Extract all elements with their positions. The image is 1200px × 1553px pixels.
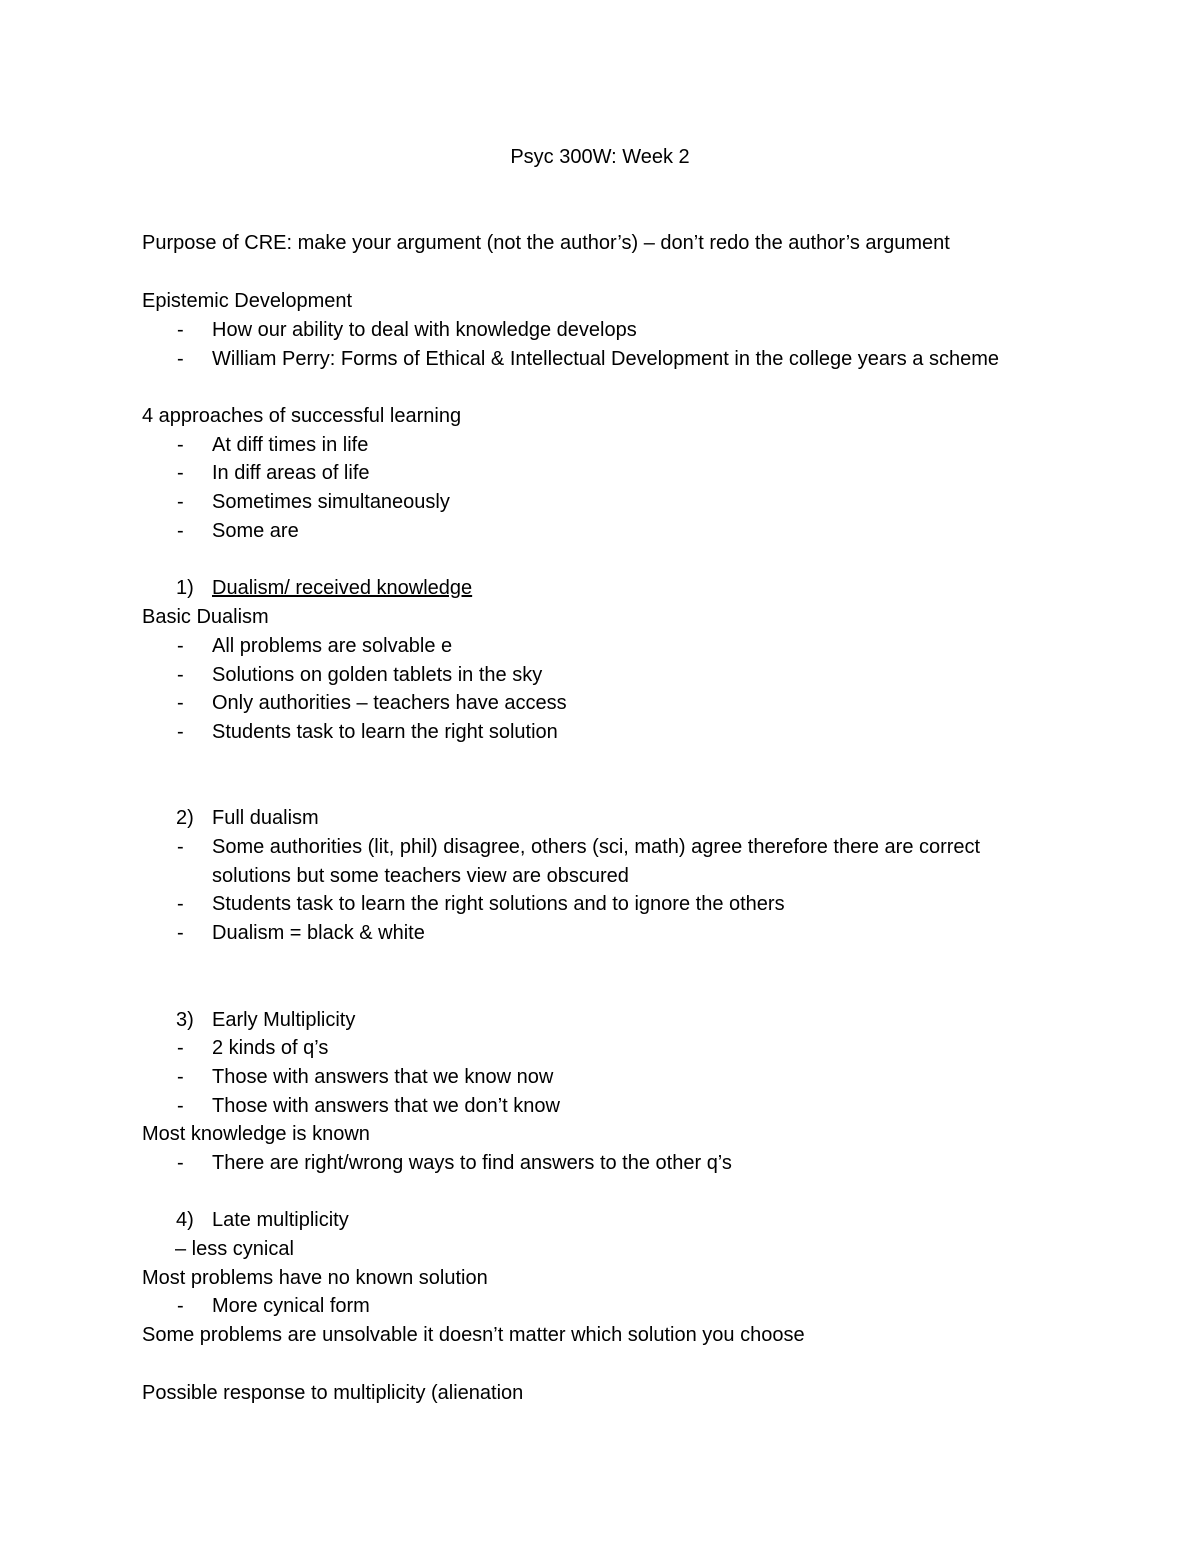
most-knowledge-heading: Most knowledge is known — [142, 1123, 370, 1145]
bullet-dash: - — [177, 1152, 184, 1174]
bullet-dash: - — [177, 664, 184, 686]
list-item-text: Solutions on golden tablets in the sky — [212, 664, 543, 686]
section-label: Late multiplicity — [212, 1209, 349, 1231]
section-number: 3) — [176, 1009, 194, 1031]
purpose-line: Purpose of CRE: make your argument (not the author’s) – don’t redo the author’s argument — [142, 232, 950, 254]
epistemic-heading: Epistemic Development — [142, 290, 353, 312]
section-number: 2) — [176, 807, 194, 829]
section-number: 4) — [176, 1209, 194, 1231]
list-item-text: There are right/wrong ways to find answers to the other q’s — [212, 1152, 732, 1174]
section-label: Early Multiplicity — [212, 1009, 356, 1031]
bullet-dash: - — [177, 434, 184, 456]
bullet-dash: - — [177, 1095, 184, 1117]
bullet-dash: - — [177, 692, 184, 714]
bullet-dash: - — [177, 348, 184, 370]
most-problems-heading: Most problems have no known solution — [142, 1267, 488, 1289]
bullet-dash: - — [177, 721, 184, 743]
list-item-text: How our ability to deal with knowledge develops — [212, 319, 637, 341]
list-item-text: Sometimes simultaneously — [212, 491, 450, 513]
bullet-dash: - — [177, 462, 184, 484]
approaches-heading: 4 approaches of successful learning — [142, 405, 462, 427]
list-item-text: Students task to learn the right solution — [212, 721, 558, 743]
bullet-dash: - — [177, 1037, 184, 1059]
list-item-continuation: solutions but some teachers view are obscured — [212, 865, 629, 887]
bullet-dash: - — [177, 319, 184, 341]
list-item-text: 2 kinds of q’s — [212, 1037, 329, 1059]
section-label: Dualism/ received knowledge — [212, 577, 473, 599]
list-item-text: At diff times in life — [212, 434, 369, 456]
bullet-dash: - — [177, 520, 184, 542]
list-item-text: In diff areas of life — [212, 462, 370, 484]
list-item-text: Those with answers that we know now — [212, 1066, 554, 1088]
bullet-dash: - — [177, 1295, 184, 1317]
list-item-text: Dualism = black & white — [212, 922, 425, 944]
bullet-dash: - — [177, 491, 184, 513]
list-item-text: Some authorities (lit, phil) disagree, others (sci, math) agree therefore there are correct — [212, 836, 981, 858]
list-item-text: Only authorities – teachers have access — [212, 692, 567, 714]
section-label: Full dualism — [212, 807, 319, 829]
list-item-text: All problems are solvable e — [212, 635, 453, 657]
section-number: 1) — [176, 577, 194, 599]
unsolvable-line: Some problems are unsolvable it doesn’t matter which solution you choose — [142, 1324, 805, 1346]
list-item-text: Some are — [212, 520, 299, 542]
list-item-text: Students task to learn the right solutions and to ignore the others — [212, 893, 785, 915]
list-item-text: More cynical form — [212, 1295, 370, 1317]
bullet-dash: - — [177, 836, 184, 858]
bullet-dash: - — [177, 1066, 184, 1088]
list-item-text: Those with answers that we don’t know — [212, 1095, 560, 1117]
bullet-dash: - — [177, 893, 184, 915]
less-cynical-note: – less cynical — [175, 1238, 294, 1260]
bullet-dash: - — [177, 922, 184, 944]
basic-dualism-heading: Basic Dualism — [142, 606, 269, 628]
bullet-dash: - — [177, 635, 184, 657]
list-item-text: William Perry: Forms of Ethical & Intellectual Development in the college years a scheme — [212, 348, 999, 370]
page-title: Psyc 300W: Week 2 — [510, 146, 690, 168]
final-line: Possible response to multiplicity (alienation — [142, 1382, 524, 1404]
